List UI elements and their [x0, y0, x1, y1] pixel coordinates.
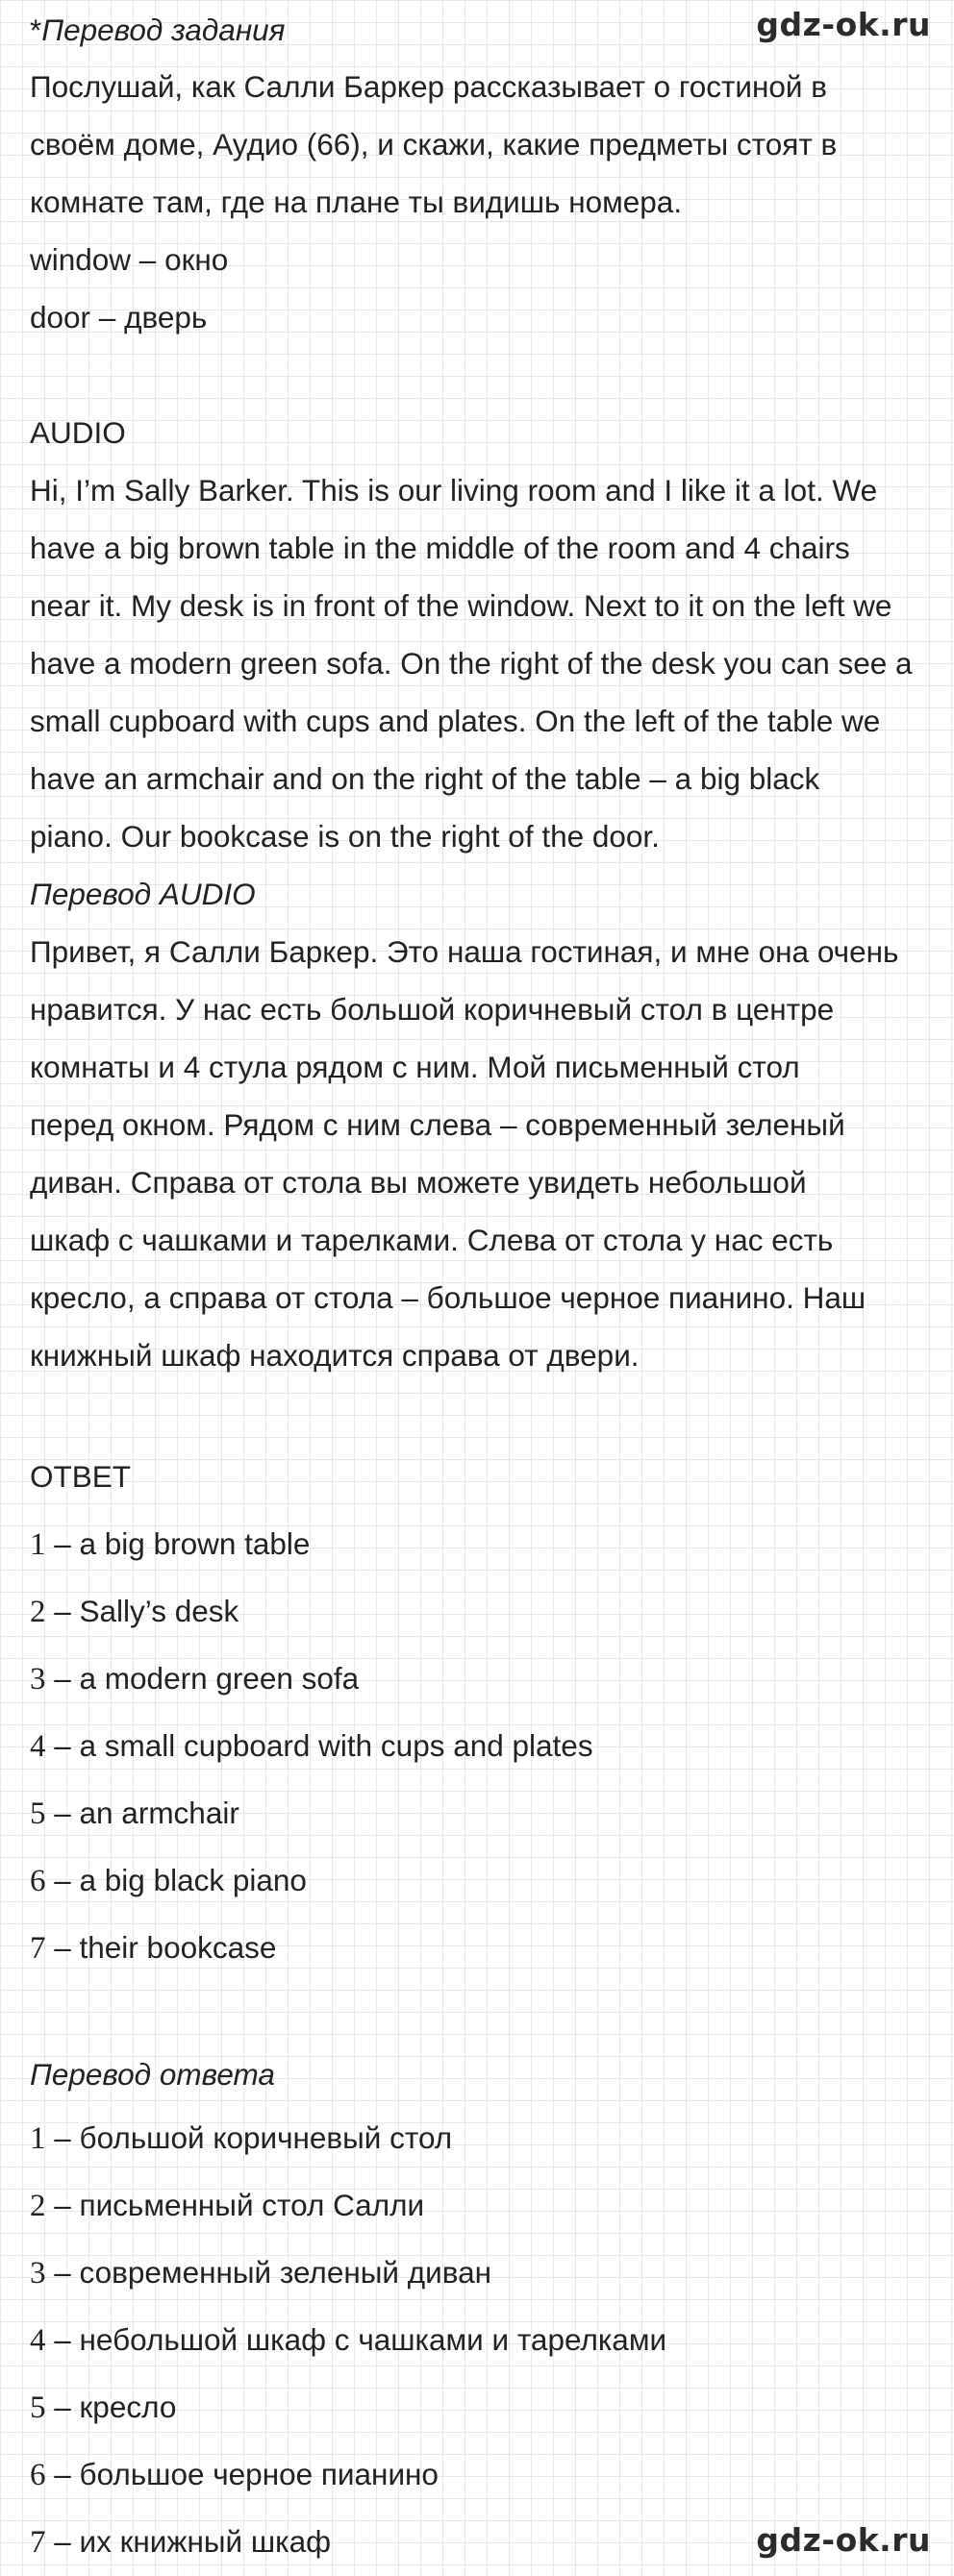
audio-line: small cupboard with cups and plates. On the left of the table we [30, 704, 881, 738]
answer-number: 2 [30, 1595, 46, 1629]
audio-translation-line: кресло, а справа от стола – большое черное пианино. Наш [30, 1280, 866, 1315]
answer-translation-heading: Перевод ответа [30, 2057, 275, 2092]
audio-translation-line: книжный шкаф находится справа от двери. [30, 1338, 640, 1373]
answer-item [30, 1646, 935, 1713]
audio-translation-line: диван. Справа от стола вы можете увидеть небольшой [30, 1165, 807, 1200]
answer-text: – Sally’s desk [45, 1594, 239, 1628]
audio-translation-line: Привет, я Салли Баркер. Это наша гостиная, и мне она очень [30, 934, 899, 969]
answer-item [30, 1780, 935, 1847]
answer-translation-number: 1 [30, 2121, 46, 2156]
answer-translation-number: 5 [30, 2390, 46, 2425]
answer-text: – a big brown table [45, 1526, 311, 1561]
answer-heading: ОТВЕТ [30, 1459, 132, 1494]
audio-line: piano. Our bookcase is on the right of the door. [30, 819, 660, 854]
answer-text: – their bookcase [45, 1930, 277, 1965]
answer-translation-item [30, 2172, 935, 2240]
answer-text: – a small cupboard with cups and plates [45, 1728, 593, 1763]
answer-translation-number: 6 [30, 2458, 46, 2492]
answer-text: – an armchair [45, 1796, 239, 1830]
answer-translation-text: – современный зеленый диван [45, 2255, 491, 2290]
audio-translation-heading: Перевод AUDIO [30, 877, 256, 911]
answer-translation-number: 3 [30, 2256, 46, 2291]
answer-translation-item [30, 2441, 935, 2509]
answer-translation-text: – кресло [45, 2390, 177, 2424]
task-line: door – дверь [30, 300, 208, 334]
answer-number: 3 [30, 1662, 46, 1697]
answer-translation-number: 2 [30, 2189, 46, 2223]
answer-number: 4 [30, 1729, 46, 1764]
answer-item [30, 1915, 935, 1982]
watermark-top: gdz-ok.ru [756, 6, 931, 43]
spacer [30, 346, 935, 404]
answer-text: – a big black piano [45, 1863, 307, 1897]
answer-translation-text: – письменный стол Салли [45, 2188, 425, 2222]
spacer [30, 1982, 935, 2043]
audio-translation-line: шкаф с чашками и тарелками. Слева от стола у нас есть [30, 1223, 834, 1257]
answer-text: – a modern green sofa [45, 1661, 360, 1696]
task-heading [30, 2, 935, 58]
asterisk: * [30, 12, 42, 47]
answer-item [30, 1511, 935, 1578]
task-line: своём доме, Аудио (66), и скажи, какие предметы стоят в [30, 127, 838, 161]
audio-translation-line: нравится. У нас есть большой коричневый стол в центре [30, 992, 835, 1027]
answer-translation-number: 7 [30, 2525, 46, 2560]
audio-heading: AUDIO [30, 415, 126, 450]
answer-item [30, 1713, 935, 1780]
answer-translation-text: – большой коричневый стол [45, 2120, 453, 2155]
task-line: window – окно [30, 242, 229, 277]
audio-line: have a big brown table in the middle of the room and 4 chairs [30, 531, 850, 565]
answer-translation-item [30, 2374, 935, 2441]
audio-translation-line: комнаты и 4 стула рядом с ним. Мой письменный стол [30, 1050, 800, 1084]
audio-translation-line: перед окном. Рядом с ним слева – современный зеленый [30, 1107, 845, 1142]
answer-number: 6 [30, 1864, 46, 1898]
answer-item [30, 1578, 935, 1646]
audio-line: near it. My desk is in front of the window. Next to it on the left we [30, 588, 892, 623]
answer-translation-item [30, 2307, 935, 2374]
spacer [30, 1384, 935, 1442]
document-body [30, 0, 935, 2576]
answer-translation-text: – небольшой шкаф с чашками и тарелками [45, 2322, 667, 2357]
audio-line: Hi, I’m Sally Barker. This is our living room and I like it a lot. We [30, 473, 878, 508]
answer-translation-item [30, 2240, 935, 2307]
answer-translation-item [30, 2105, 935, 2172]
task-heading-text: Перевод задания [41, 12, 286, 47]
task-line: комнате там, где на плане ты видишь номера. [30, 185, 683, 219]
answer-item [30, 1847, 935, 1915]
answer-number: 5 [30, 1796, 46, 1831]
task-line: Послушай, как Салли Баркер рассказывает о гостиной в [30, 69, 827, 104]
answer-number: 7 [30, 1931, 46, 1966]
answer-translation-text: – их книжный шкаф [45, 2524, 332, 2559]
audio-line: have a modern green sofa. On the right of the desk you can see a [30, 646, 913, 681]
watermark-bottom: gdz-ok.ru [756, 2521, 931, 2559]
audio-line: have an armchair and on the right of the table – a big black [30, 761, 820, 796]
answer-translation-number: 4 [30, 2323, 46, 2358]
answer-translation-text: – большое черное пианино [45, 2457, 439, 2491]
answer-number: 1 [30, 1527, 46, 1562]
